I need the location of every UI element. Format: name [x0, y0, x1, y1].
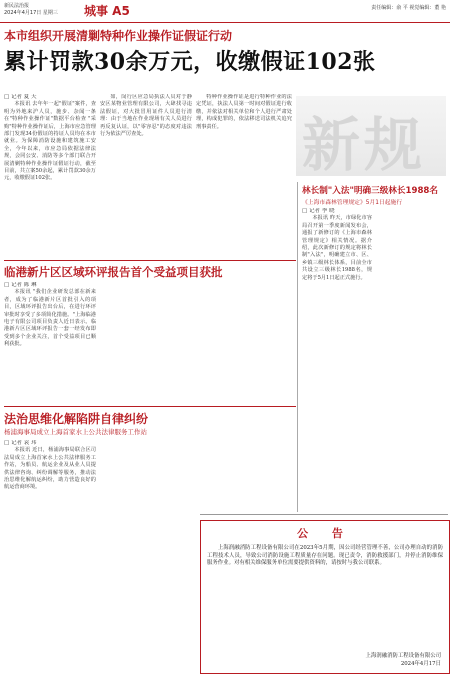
- left-byline: □ 记者 陈 琳: [4, 282, 37, 288]
- right-subtitle: 《上海市森林管理规定》5月1日起施行: [302, 200, 403, 206]
- banner-lettering: 新规: [302, 111, 427, 176]
- lead-headline: 累计罚款30余万元，收缴假证102张: [4, 49, 376, 75]
- lead-text-3: 特种作业操作证是进行特种作业的法定凭证，执法人员第一时间对假证进行收缴，并依法对相关单位和个人进行严肃处理，构成犯罪的，依法移送司法机关追究刑事责任。: [196, 94, 292, 130]
- left-column-2: [100, 282, 192, 402]
- left2-section-title: 法治思维化解陷阱自律纠纷: [4, 412, 149, 426]
- right-byline: □ 记者 季 晓: [302, 208, 335, 214]
- column-divider: [297, 182, 298, 512]
- lead-column-3: [196, 94, 292, 254]
- right-column-2: [376, 208, 446, 508]
- page-header: [0, 0, 450, 23]
- right-section-title: 林长制"入法"明确三级林长1988名: [302, 186, 438, 196]
- lead-column-1: [4, 94, 96, 254]
- notice-company: 上海润融消防工程设备有限公司: [365, 653, 441, 659]
- left-column-3: [196, 282, 292, 402]
- editor-info: 责任编辑：俞 平 视觉编辑：董 艳: [371, 5, 446, 11]
- lead-text-1: 本报讯 去年年一起"假证"案件，查明为外地来沪人员，施步、杂闻一条在"特种作业操作证"数据平台检查 "采购"特种作业操作证后，上海市应急管理部门发现34份假证的持证人员均在本市就业。为保障消防设施和建筑施工安全，今年以来，市应急局依据法律法规，会同公安、消防等多个部门联合开展清剿特种作业操作证假证行动，截至目前，共立案50余起，累计罚款30余万元，收缴假证102张。: [4, 101, 96, 182]
- lead-byline: □ 记者 夏 天: [4, 94, 37, 100]
- left-text: 本报讯 "我们企业研发总部在新来者，成为了临港新片区首批引入的项目，区域环评报告出台后，在进行环评审批时享受了多项简化措施。"上海临港电子有限公司项目负责人近日表示。临港新片区区域环评报告一套一经发布即受到多个企业关注，首个受益项目已顺利获批。: [4, 289, 96, 348]
- left2-column-2: [100, 440, 192, 672]
- section-label: 城事 A5: [84, 4, 130, 18]
- lead-kicker: 本市组织开展清剿特种作业操作证假证行动: [4, 29, 233, 43]
- public-notice: [200, 520, 450, 674]
- paper-name: 新民法治报: [4, 3, 30, 9]
- divider: [200, 514, 448, 515]
- left2-subtitle: 杨浦海事局成立上海首家水上公共法律服务工作站: [4, 428, 147, 436]
- paper-meta: [4, 3, 58, 17]
- decorative-banner: [296, 96, 446, 176]
- notice-date: 2024年4月17日: [400, 660, 441, 667]
- left-section-title: 临港新片区区域环评报告首个受益项目获批: [4, 265, 223, 279]
- left2-text: 本报讯 近日，杨浦海事局联合区司法局成立上海首家水上公共法律服务工作站，为船员、航运企业及从业人员提供法律咨询、纠纷调解等服务，推动法治思维化解航运纠纷，助力营造良好的航运营商环境。: [4, 447, 96, 491]
- notice-text: 上海润融消防工程设备有限公司在2023年5月期，因公司经营管理不善，公司办理自动的消防工程技术人员，导致公司消防设施工程质量存在问题。现已责令，消防救援部门，并停止消防维保服务作业。对有相关维保服务单位需要提供资料的，请按时与我公司联系。: [207, 545, 443, 567]
- right-text: 本报讯 昨天，市绿化市容局召开第一季度新闻发布会，通报了新修订的《上海市森林管理规定》相关情况。据介绍，此次新修订的规定将林长制"入法"，明确建立市、区、乡镇三级林长体系，目前全市共设立三级林长1988名，规定将于5月1日起正式施行。: [302, 215, 372, 281]
- notice-signature: [366, 653, 441, 668]
- notice-body: [207, 545, 443, 568]
- lead-text-2: 如，闵行区应急局执法人员对于静安区某物业管理有限公司，大肆找寻违法假证，对大批冒用证件人员进行清理：由于当地在作业现场有关人员进行再反复认证，以"零容忍"的态度对违法行为依法严厉查处。: [100, 94, 192, 138]
- divider: [4, 260, 296, 261]
- divider: [4, 406, 296, 407]
- right-column-1: [302, 208, 372, 508]
- issue-date: 2024年4月17日 星期三: [4, 10, 58, 16]
- left2-byline: □ 记者 袁 玮: [4, 440, 37, 446]
- notice-title: 公 告: [297, 527, 353, 540]
- lead-column-2: [100, 94, 192, 254]
- left2-column-1: [4, 440, 96, 672]
- left-column-1: [4, 282, 96, 402]
